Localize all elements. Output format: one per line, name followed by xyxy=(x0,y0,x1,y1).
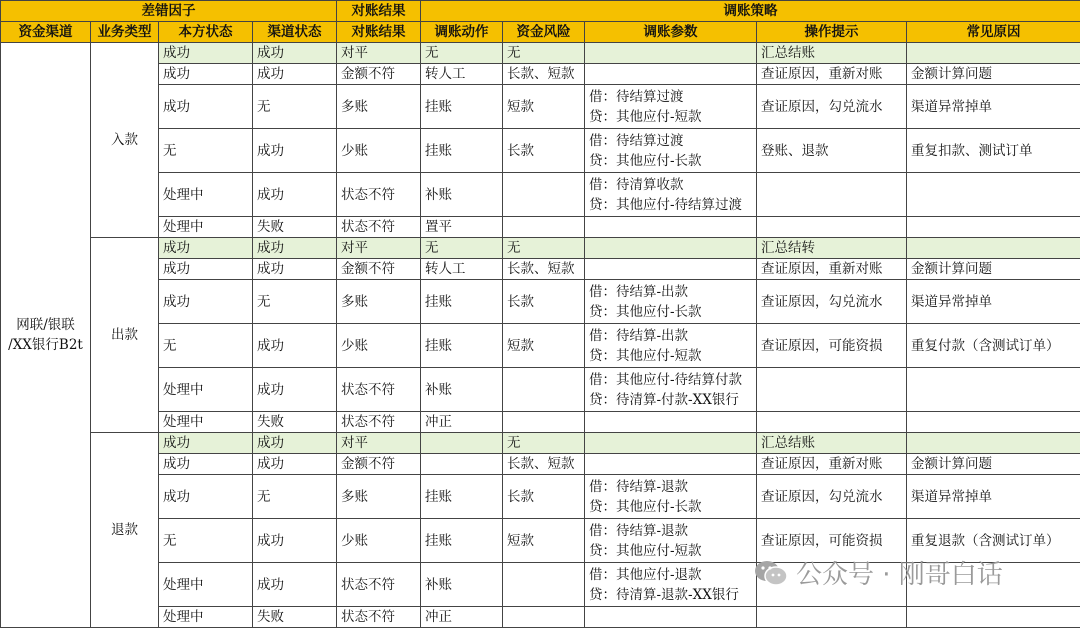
channel-status-cell: 成功 xyxy=(253,519,337,563)
our-status-cell: 成功 xyxy=(159,475,253,519)
channel-status-cell: 成功 xyxy=(253,259,337,280)
header-action: 调账动作 xyxy=(421,22,503,43)
action-cell: 挂账 xyxy=(421,475,503,519)
header-params: 调账参数 xyxy=(585,22,757,43)
recon-result-cell: 金额不符 xyxy=(337,64,421,85)
risk-cell: 长款 xyxy=(503,475,585,519)
reason-cell: 金额计算问题 xyxy=(907,454,1080,475)
reason-cell: 渠道异常掉单 xyxy=(907,85,1080,129)
params-cell: 借：待结算-出款 贷：其他应付-长款 xyxy=(585,280,757,324)
reason-cell: 渠道异常掉单 xyxy=(907,280,1080,324)
table-body xyxy=(1,43,1080,628)
channel-status-cell: 失败 xyxy=(253,217,337,238)
recon-result-cell: 状态不符 xyxy=(337,173,421,217)
hint-cell xyxy=(757,607,907,628)
action-cell: 挂账 xyxy=(421,85,503,129)
table-row xyxy=(1,85,1080,129)
table-row xyxy=(1,607,1080,628)
header-row-sub xyxy=(1,22,1080,43)
action-cell: 挂账 xyxy=(421,519,503,563)
params-cell xyxy=(585,217,757,238)
table-row xyxy=(1,217,1080,238)
recon-result-cell: 状态不符 xyxy=(337,563,421,607)
channel-status-cell: 成功 xyxy=(253,64,337,85)
table-row xyxy=(1,454,1080,475)
header-risk: 资金风险 xyxy=(503,22,585,43)
our-status-cell: 成功 xyxy=(159,454,253,475)
risk-cell xyxy=(503,563,585,607)
action-cell: 挂账 xyxy=(421,324,503,368)
hint-cell: 查证原因，勾兑流水 xyxy=(757,85,907,129)
header-factor: 差错因子 xyxy=(1,1,337,22)
hint-cell xyxy=(757,412,907,433)
hint-cell xyxy=(757,368,907,412)
risk-cell: 无 xyxy=(503,43,585,64)
risk-cell: 短款 xyxy=(503,519,585,563)
reason-cell xyxy=(907,43,1080,64)
table-row xyxy=(1,129,1080,173)
reason-cell xyxy=(907,368,1080,412)
header-channel: 资金渠道 xyxy=(1,22,91,43)
channel-status-cell: 成功 xyxy=(253,454,337,475)
hint-cell: 查证原因，可能资损 xyxy=(757,324,907,368)
header-hint: 操作提示 xyxy=(757,22,907,43)
table-row xyxy=(1,412,1080,433)
our-status-cell: 成功 xyxy=(159,280,253,324)
biz-type-cell: 入款 xyxy=(91,43,159,238)
hint-cell: 查证原因，可能资损 xyxy=(757,519,907,563)
our-status-cell: 无 xyxy=(159,324,253,368)
risk-cell: 短款 xyxy=(503,324,585,368)
table-row xyxy=(1,64,1080,85)
our-status-cell: 处理中 xyxy=(159,368,253,412)
params-cell: 借：待结算-退款 贷：其他应付-短款 xyxy=(585,519,757,563)
action-cell xyxy=(421,454,503,475)
reason-cell: 金额计算问题 xyxy=(907,259,1080,280)
recon-result-cell: 少账 xyxy=(337,324,421,368)
our-status-cell: 处理中 xyxy=(159,607,253,628)
reason-cell: 渠道异常掉单 xyxy=(907,475,1080,519)
params-cell: 借：待结算-出款 贷：其他应付-短款 xyxy=(585,324,757,368)
watermark-text: 公众号 · 刚哥白话 xyxy=(796,554,1003,591)
header-row-top xyxy=(1,1,1080,22)
reason-cell xyxy=(907,433,1080,454)
reason-cell: 重复退款（含测试订单） xyxy=(907,519,1080,563)
action-cell: 置平 xyxy=(421,217,503,238)
channel-status-cell: 成功 xyxy=(253,563,337,607)
recon-result-cell: 多账 xyxy=(337,280,421,324)
header-channel-status: 渠道状态 xyxy=(253,22,337,43)
params-cell: 借：待结算过渡 贷：其他应付-长款 xyxy=(585,129,757,173)
reason-cell xyxy=(907,217,1080,238)
risk-cell: 长款、短款 xyxy=(503,259,585,280)
action-cell: 挂账 xyxy=(421,129,503,173)
our-status-cell: 成功 xyxy=(159,43,253,64)
risk-cell: 无 xyxy=(503,238,585,259)
channel-status-cell: 成功 xyxy=(253,173,337,217)
params-cell xyxy=(585,433,757,454)
table-row xyxy=(1,368,1080,412)
table-row xyxy=(1,280,1080,324)
risk-cell xyxy=(503,173,585,217)
reason-cell: 金额计算问题 xyxy=(907,64,1080,85)
params-cell xyxy=(585,454,757,475)
params-cell xyxy=(585,412,757,433)
recon-result-cell: 少账 xyxy=(337,129,421,173)
risk-cell xyxy=(503,607,585,628)
reason-cell xyxy=(907,607,1080,628)
hint-cell: 汇总结账 xyxy=(757,433,907,454)
action-cell: 冲正 xyxy=(421,412,503,433)
table-row xyxy=(1,433,1080,454)
hint-cell: 查证原因，勾兑流水 xyxy=(757,475,907,519)
our-status-cell: 成功 xyxy=(159,64,253,85)
action-cell: 无 xyxy=(421,238,503,259)
risk-cell xyxy=(503,412,585,433)
risk-cell: 无 xyxy=(503,433,585,454)
biz-type-cell: 退款 xyxy=(91,433,159,628)
channel-status-cell: 成功 xyxy=(253,238,337,259)
risk-cell: 长款、短款 xyxy=(503,454,585,475)
table-row xyxy=(1,324,1080,368)
params-cell: 借：待结算-退款 贷：其他应付-长款 xyxy=(585,475,757,519)
recon-result-cell: 状态不符 xyxy=(337,217,421,238)
params-cell: 借：其他应付-退款 贷：待清算-退款-XX银行 xyxy=(585,563,757,607)
hint-cell: 汇总结账 xyxy=(757,43,907,64)
channel-status-cell: 成功 xyxy=(253,129,337,173)
table-row xyxy=(1,43,1080,64)
risk-cell xyxy=(503,217,585,238)
channel-status-cell: 无 xyxy=(253,85,337,129)
our-status-cell: 成功 xyxy=(159,238,253,259)
params-cell xyxy=(585,64,757,85)
our-status-cell: 无 xyxy=(159,519,253,563)
action-cell: 补账 xyxy=(421,563,503,607)
hint-cell: 登账、退款 xyxy=(757,129,907,173)
reason-cell xyxy=(907,173,1080,217)
hint-cell: 查证原因，勾兑流水 xyxy=(757,280,907,324)
risk-cell: 长款 xyxy=(503,129,585,173)
header-result: 对账结果 xyxy=(337,1,421,22)
action-cell: 无 xyxy=(421,43,503,64)
params-cell: 借：待清算收款 贷：其他应付-待结算过渡 xyxy=(585,173,757,217)
recon-result-cell: 对平 xyxy=(337,238,421,259)
header-strategy: 调账策略 xyxy=(421,1,1080,22)
table-row xyxy=(1,238,1080,259)
recon-result-cell: 少账 xyxy=(337,519,421,563)
hint-cell: 查证原因，重新对账 xyxy=(757,259,907,280)
channel-status-cell: 失败 xyxy=(253,607,337,628)
recon-result-cell: 状态不符 xyxy=(337,607,421,628)
reason-cell xyxy=(907,238,1080,259)
our-status-cell: 处理中 xyxy=(159,217,253,238)
risk-cell: 短款 xyxy=(503,85,585,129)
table-row xyxy=(1,173,1080,217)
watermark xyxy=(754,554,1003,591)
risk-cell: 长款、短款 xyxy=(503,64,585,85)
channel-status-cell: 成功 xyxy=(253,324,337,368)
action-cell: 转人工 xyxy=(421,64,503,85)
action-cell: 转人工 xyxy=(421,259,503,280)
our-status-cell: 处理中 xyxy=(159,563,253,607)
risk-cell xyxy=(503,368,585,412)
channel-status-cell: 无 xyxy=(253,280,337,324)
recon-result-cell: 多账 xyxy=(337,85,421,129)
our-status-cell: 无 xyxy=(159,129,253,173)
channel-status-cell: 成功 xyxy=(253,368,337,412)
recon-result-cell: 对平 xyxy=(337,43,421,64)
biz-type-cell: 出款 xyxy=(91,238,159,433)
params-cell xyxy=(585,43,757,64)
recon-result-cell: 对平 xyxy=(337,433,421,454)
reason-cell xyxy=(907,412,1080,433)
recon-result-cell: 状态不符 xyxy=(337,368,421,412)
our-status-cell: 处理中 xyxy=(159,412,253,433)
header-reason: 常见原因 xyxy=(907,22,1080,43)
risk-cell: 长款 xyxy=(503,280,585,324)
table-row xyxy=(1,475,1080,519)
params-cell xyxy=(585,238,757,259)
params-cell: 借：待结算过渡 贷：其他应付-短款 xyxy=(585,85,757,129)
hint-cell: 查证原因，重新对账 xyxy=(757,64,907,85)
recon-result-cell: 多账 xyxy=(337,475,421,519)
channel-cell: 网联/银联 /XX银行B2t xyxy=(1,43,91,628)
header-our-status: 本方状态 xyxy=(159,22,253,43)
hint-cell: 汇总结转 xyxy=(757,238,907,259)
action-cell xyxy=(421,433,503,454)
reason-cell: 重复付款（含测试订单） xyxy=(907,324,1080,368)
our-status-cell: 成功 xyxy=(159,259,253,280)
header-recon-result: 对账结果 xyxy=(337,22,421,43)
our-status-cell: 处理中 xyxy=(159,173,253,217)
our-status-cell: 成功 xyxy=(159,433,253,454)
hint-cell xyxy=(757,217,907,238)
reason-cell: 重复扣款、测试订单 xyxy=(907,129,1080,173)
recon-result-cell: 状态不符 xyxy=(337,412,421,433)
table-row xyxy=(1,259,1080,280)
header-biz-type: 业务类型 xyxy=(91,22,159,43)
action-cell: 补账 xyxy=(421,368,503,412)
channel-status-cell: 无 xyxy=(253,475,337,519)
params-cell xyxy=(585,607,757,628)
our-status-cell: 成功 xyxy=(159,85,253,129)
recon-result-cell: 金额不符 xyxy=(337,454,421,475)
action-cell: 补账 xyxy=(421,173,503,217)
hint-cell: 查证原因，重新对账 xyxy=(757,454,907,475)
channel-status-cell: 失败 xyxy=(253,412,337,433)
action-cell: 冲正 xyxy=(421,607,503,628)
params-cell: 借：其他应付-待结算付款 贷：待清算-付款-XX银行 xyxy=(585,368,757,412)
wechat-icon xyxy=(754,559,788,587)
action-cell: 挂账 xyxy=(421,280,503,324)
hint-cell xyxy=(757,173,907,217)
params-cell xyxy=(585,259,757,280)
channel-status-cell: 成功 xyxy=(253,43,337,64)
recon-result-cell: 金额不符 xyxy=(337,259,421,280)
channel-status-cell: 成功 xyxy=(253,433,337,454)
